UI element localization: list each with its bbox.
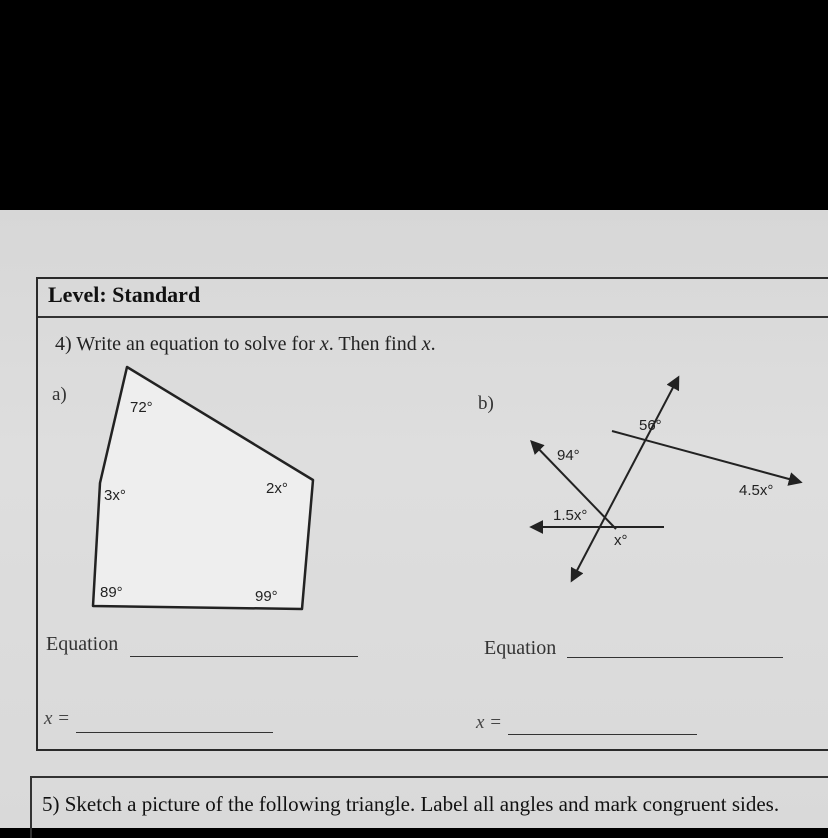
angle-56: 56° — [639, 417, 662, 434]
angle-4-5x: 4.5x° — [739, 482, 774, 499]
angle-99: 99° — [255, 588, 278, 605]
question-4-var1: x — [319, 333, 329, 355]
question-4-var2: x — [421, 333, 431, 355]
angle-3x: 3x° — [104, 487, 126, 504]
angle-72: 72° — [130, 399, 153, 416]
question-4-mid: . Then find — [328, 333, 417, 355]
part-a-equation-label: Equation — [46, 633, 119, 655]
part-b-label: b) — [478, 393, 494, 414]
question-5-text: 5) Sketch a picture of the following triangle. Label all angles and mark congruent sides. — [42, 792, 780, 816]
part-b-x-blank[interactable] — [508, 734, 697, 735]
angle-89: 89° — [100, 584, 123, 601]
angle-1-5x: 1.5x° — [553, 507, 588, 524]
level-heading: Level: Standard — [48, 282, 201, 307]
line-transversal-long — [572, 378, 678, 580]
line-to-right — [612, 431, 800, 482]
part-a-label: a) — [52, 384, 67, 405]
part-b-equation-label: Equation — [484, 637, 557, 659]
question-4-prefix: 4) Write an equation to solve for — [55, 333, 315, 355]
angle-2x: 2x° — [266, 480, 288, 497]
angle-94: 94° — [557, 447, 580, 464]
part-a-x-blank[interactable] — [76, 732, 273, 733]
angle-x: x° — [614, 532, 628, 549]
part-a-x-label: x = — [44, 708, 71, 729]
part-a-equation-blank[interactable] — [130, 656, 358, 657]
part-b-equation-blank[interactable] — [567, 657, 783, 658]
question-4-suffix: . — [430, 333, 436, 355]
part-b-x-label: x = — [476, 712, 503, 733]
